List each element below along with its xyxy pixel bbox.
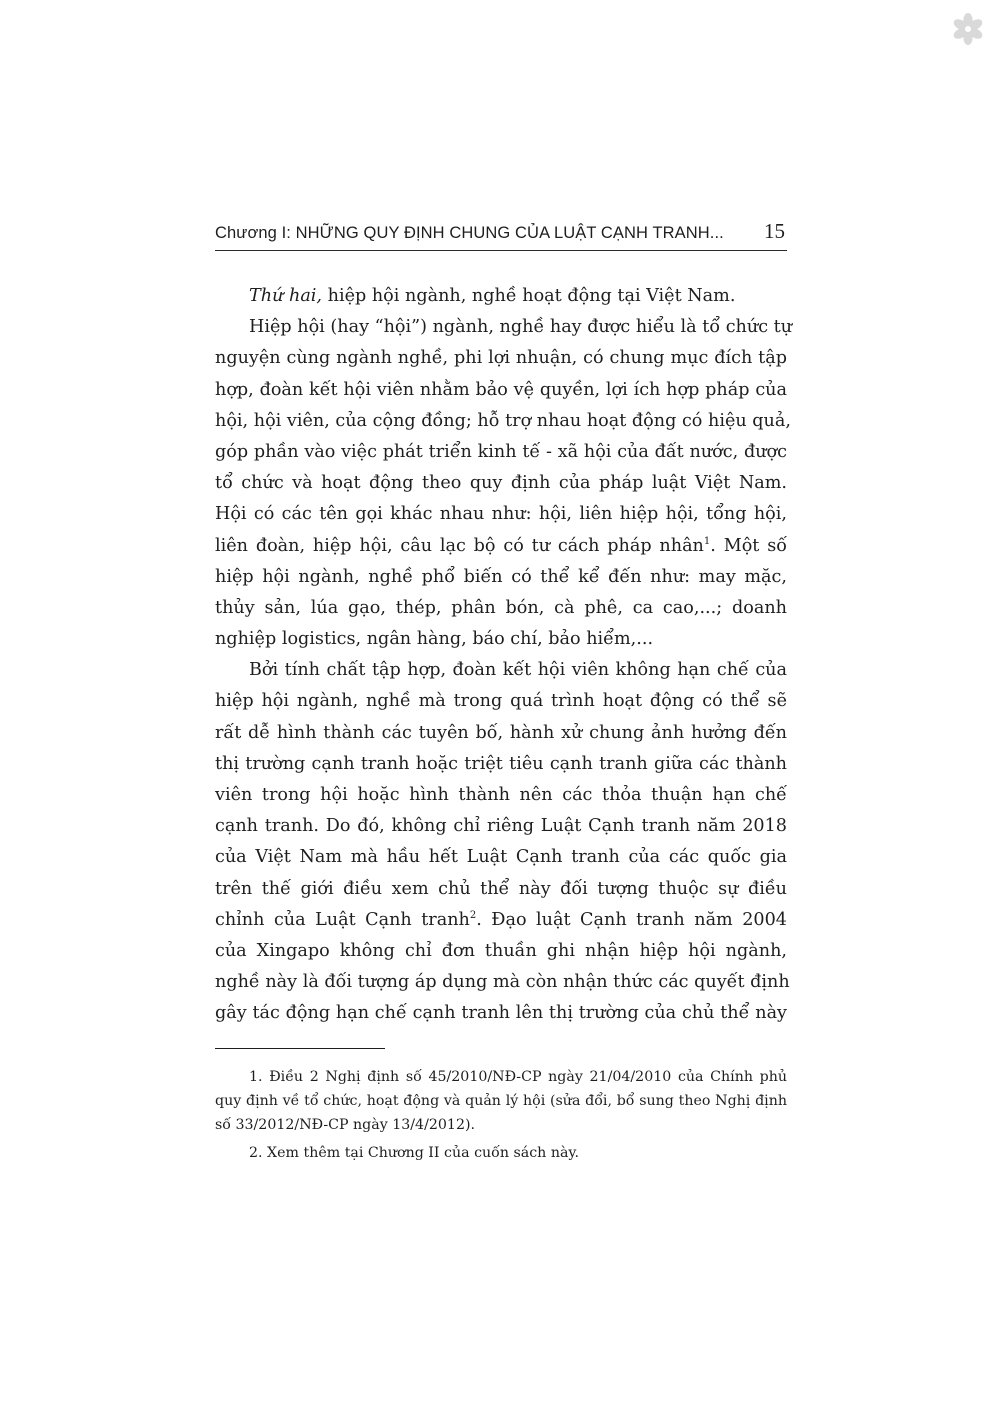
text-line: hiệp hội ngành, nghề mà trong quá trình hoạt động có thể sẽ	[215, 691, 787, 712]
text-line: Hội có các tên gọi khác nhau như: hội, liên hiệp hội, tổng hội,	[215, 504, 787, 525]
text-line: viên trong hội hoặc hình thành nên các thỏa thuận hạn chế	[215, 785, 787, 805]
text-line: cạnh tranh. Do đó, không chỉ riêng Luật Cạnh tranh năm 2018	[215, 816, 787, 837]
footnote-divider	[215, 1048, 385, 1049]
text-line-with-footnote	[215, 531, 787, 562]
text-line: góp phần vào việc phát triển kinh tế - xã hội của đất nước, được	[215, 441, 787, 462]
body-text	[215, 281, 793, 1030]
text-line: thị trường cạnh tranh hoặc triệt tiêu cạnh tranh giữa các thành	[215, 753, 787, 774]
text-line: của Xingapo không chỉ đơn thuần ghi nhận hiệp hội ngành,	[215, 940, 787, 961]
text-line: của Việt Nam mà hầu hết Luật Cạnh tranh của các quốc gia	[215, 847, 787, 868]
text-line: rất dễ hình thành các tuyên bố, hành xử chung ảnh hưởng đến	[215, 722, 787, 743]
footnote-1: 1. Điều 2 Nghị định số 45/2010/NĐ-CP ngày 21/04/2010 của Chính phủ quy định về tổ chức, hoạt động và quản lý hội (sửa đổi, bổ sung theo Nghị định số 33/2012/NĐ-CP ngày 13/4/2012).	[215, 1069, 787, 1133]
text-line: nguyện cùng ngành nghề, phi lợi nhuận, có chung mục đích tập	[215, 348, 787, 369]
text-line: Bởi tính chất tập hợp, đoàn kết hội viên không hạn chế của	[249, 660, 787, 681]
flower-ornament-icon	[951, 12, 985, 46]
text-line: thủy sản, lúa gạo, thép, phân bón, cà phê, ca cao,...; doanh	[215, 597, 787, 618]
text-line: trên thế giới điều xem chủ thể này đối tượng thuộc sự điều	[215, 878, 787, 899]
text-line: tổ chức và hoạt động theo quy định của pháp luật Việt Nam.	[215, 473, 787, 494]
text-fragment: . Một số	[710, 535, 787, 556]
text-fragment: liên đoàn, hiệp hội, câu lạc bộ có tư cách pháp nhân	[215, 535, 704, 556]
text-line: nghiệp logistics, ngân hàng, báo chí, bảo hiểm,...	[215, 629, 654, 650]
text-line: hiệp hội ngành, nghề phổ biến có thể kể đến như: may mặc,	[215, 566, 787, 587]
chapter-title: Chương I: NHỮNG QUY ĐỊNH CHUNG CỦA LUẬT CẠNH TRANH...	[215, 224, 724, 242]
text-line: hội, hội viên, của cộng đồng; hỗ trợ nhau hoạt động có hiệu quả,	[215, 410, 791, 431]
text-fragment: . Đạo luật Cạnh tranh năm 2004	[476, 909, 787, 930]
footnotes	[215, 1065, 787, 1169]
text-line-with-footnote	[215, 905, 787, 936]
text-line: gây tác động hạn chế cạnh tranh lên thị trường của chủ thể này	[215, 1003, 787, 1024]
heading-rest: hiệp hội ngành, nghề hoạt động tại Việt Nam.	[322, 286, 736, 306]
text-fragment: chỉnh của Luật Cạnh tranh	[215, 909, 470, 930]
paragraph-heading-line	[215, 281, 787, 312]
page-number: 15	[764, 219, 785, 243]
footnote-ref-2: 2	[469, 909, 477, 921]
text-line: Hiệp hội (hay “hội”) ngành, nghề hay được hiểu là tổ chức tự	[249, 317, 793, 338]
running-header	[215, 218, 787, 251]
text-line: hợp, đoàn kết hội viên nhằm bảo vệ quyền, lợi ích hợp pháp của	[215, 379, 787, 400]
footnote-ref-1: 1	[703, 535, 711, 547]
italic-lead: Thứ hai,	[249, 286, 323, 306]
text-line: nghề này là đối tượng áp dụng mà còn nhận thức các quyết định	[215, 972, 790, 993]
footnote-2: 2. Xem thêm tại Chương II của cuốn sách này.	[249, 1145, 580, 1161]
